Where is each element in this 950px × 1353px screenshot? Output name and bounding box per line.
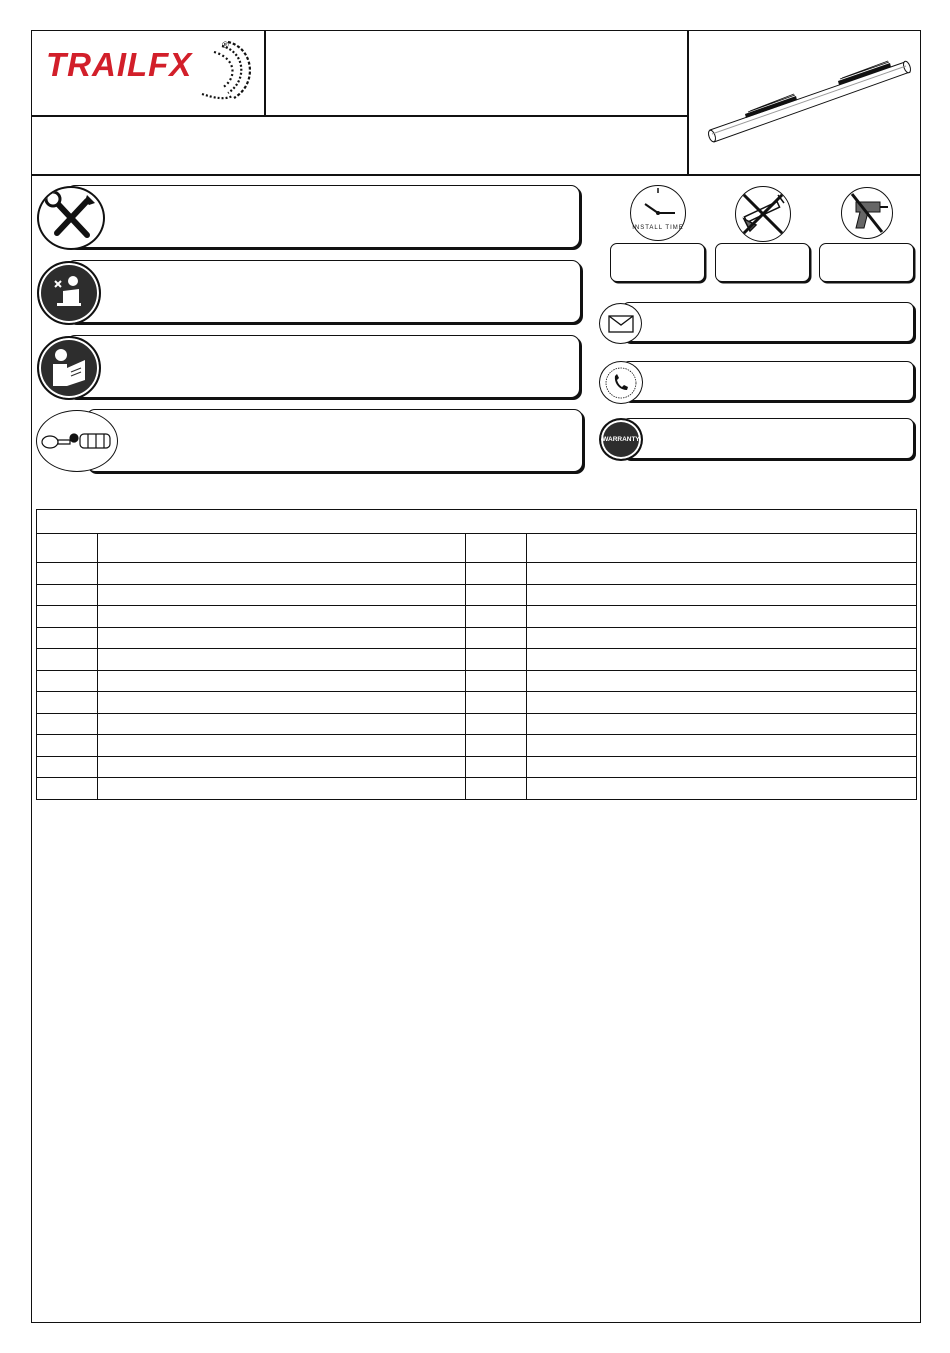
email-icon xyxy=(599,303,642,344)
tools-required-box xyxy=(66,185,580,248)
read-instructions-box xyxy=(66,335,580,398)
warranty-badge-label: WARRANTY xyxy=(602,436,640,443)
phone-box xyxy=(622,361,914,401)
table-cell xyxy=(466,649,527,671)
table-cell xyxy=(98,735,466,757)
table-cell xyxy=(98,606,466,628)
table-cell xyxy=(37,756,98,778)
table-cell xyxy=(466,713,527,735)
table-row xyxy=(37,563,917,585)
table-cell xyxy=(98,756,466,778)
table-cell xyxy=(98,563,466,585)
parts-table-title xyxy=(37,510,917,534)
table-cell xyxy=(98,649,466,671)
table-cell xyxy=(98,713,466,735)
table-cell xyxy=(466,756,527,778)
table-cell xyxy=(466,584,527,606)
brand-logo xyxy=(42,38,257,104)
table-cell xyxy=(37,563,98,585)
parts-table-title-row xyxy=(37,510,917,534)
table-cell xyxy=(466,670,527,692)
product-image xyxy=(700,48,912,158)
table-cell xyxy=(98,627,466,649)
table-row xyxy=(37,713,917,735)
table-cell xyxy=(466,778,527,800)
table-cell xyxy=(527,735,917,757)
table-row xyxy=(37,627,917,649)
table-cell xyxy=(527,563,917,585)
clock-icon xyxy=(630,185,686,241)
table-cell xyxy=(37,606,98,628)
logo-text: TRAILFX xyxy=(46,46,193,83)
table-cell xyxy=(37,670,98,692)
professional-install-box xyxy=(66,260,581,323)
no-cutting-icon xyxy=(735,186,791,242)
warranty-box xyxy=(622,418,914,459)
table-cell xyxy=(37,735,98,757)
no-drilling-icon xyxy=(841,187,893,239)
header-divider xyxy=(687,30,689,174)
column-header xyxy=(37,534,98,563)
table-cell xyxy=(98,778,466,800)
table-row xyxy=(37,692,917,714)
parts-table-header xyxy=(37,534,917,563)
column-header xyxy=(466,534,527,563)
table-cell xyxy=(37,584,98,606)
table-row xyxy=(37,606,917,628)
table-cell xyxy=(37,778,98,800)
table-cell xyxy=(527,649,917,671)
table-cell xyxy=(527,606,917,628)
table-cell xyxy=(98,692,466,714)
table-cell xyxy=(527,778,917,800)
install-time-label: INSTALL TIME xyxy=(632,225,684,231)
table-cell xyxy=(527,756,917,778)
table-cell xyxy=(37,627,98,649)
no-drilling-box xyxy=(819,243,914,282)
table-cell xyxy=(527,670,917,692)
registered-mark: ® xyxy=(222,40,229,50)
table-cell xyxy=(37,713,98,735)
table-row xyxy=(37,756,917,778)
warranty-badge-icon xyxy=(599,418,643,461)
parts-table xyxy=(36,509,917,800)
running-board-icon xyxy=(700,48,912,158)
table-cell xyxy=(466,627,527,649)
table-cell xyxy=(527,627,917,649)
header-divider xyxy=(31,115,687,117)
table-row xyxy=(37,584,917,606)
table-cell xyxy=(98,584,466,606)
table-cell xyxy=(37,649,98,671)
install-time-box xyxy=(610,243,705,282)
no-cutting-box xyxy=(715,243,810,282)
header-divider xyxy=(264,30,266,115)
table-row xyxy=(37,670,917,692)
toll-free-phone-icon xyxy=(599,361,643,404)
table-cell xyxy=(466,692,527,714)
table-row xyxy=(37,778,917,800)
read-instructions-icon xyxy=(37,336,101,400)
table-cell xyxy=(466,735,527,757)
part-number xyxy=(272,40,677,100)
hardware-icon xyxy=(36,410,118,472)
table-row xyxy=(37,735,917,757)
column-header xyxy=(527,534,917,563)
product-title xyxy=(40,125,675,165)
table-row xyxy=(37,649,917,671)
hardware-box xyxy=(86,409,583,472)
column-header xyxy=(98,534,466,563)
table-cell xyxy=(527,713,917,735)
header-divider xyxy=(31,174,921,176)
table-cell xyxy=(466,606,527,628)
tools-icon xyxy=(37,186,105,250)
table-cell xyxy=(527,584,917,606)
email-box xyxy=(622,302,914,342)
table-cell xyxy=(527,692,917,714)
table-cell xyxy=(37,692,98,714)
table-cell xyxy=(466,563,527,585)
table-cell xyxy=(98,670,466,692)
professional-install-icon xyxy=(37,261,101,325)
